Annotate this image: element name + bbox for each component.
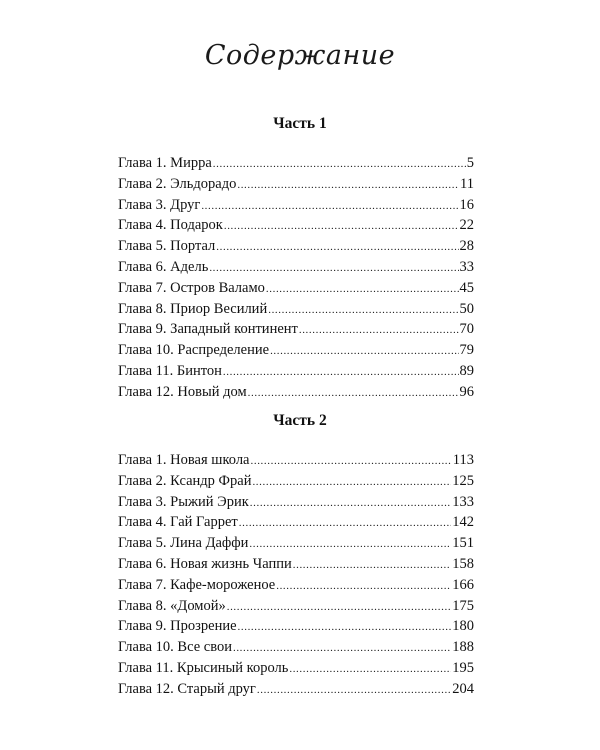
toc-entry-label: Глава 3. Друг (118, 196, 201, 213)
toc-entry (118, 278, 474, 299)
toc-entry-page-number: 16 (459, 196, 474, 213)
toc-entry (118, 658, 474, 679)
toc-entry (118, 637, 474, 658)
toc-entry-label: Глава 10. Все свои (118, 639, 232, 656)
dot-leader (233, 638, 451, 659)
toc-entry-page-number: 96 (459, 383, 474, 400)
toc-entry (118, 361, 474, 382)
dot-leader (289, 659, 451, 680)
toc-entry (118, 340, 474, 361)
toc-entry-page-number: 28 (459, 238, 474, 255)
dot-leader (270, 341, 458, 362)
toc-entry-label: Глава 9. Западный континент (118, 321, 298, 338)
toc-entry (118, 679, 474, 700)
toc-entry (118, 257, 474, 278)
dot-leader (209, 258, 458, 279)
toc-entry (118, 195, 474, 216)
toc-entry-page-number: 166 (452, 576, 474, 593)
toc-entry-label: Глава 1. Мирра (118, 155, 212, 171)
toc-entry (118, 575, 474, 596)
toc-entry (118, 382, 474, 403)
toc-entry (118, 299, 474, 320)
toc-entry-label: Глава 7. Остров Валамо (118, 279, 265, 296)
toc-list-part-1 (118, 153, 474, 403)
part-heading: Часть 2 (273, 412, 327, 429)
toc-entry-page-number: 158 (452, 555, 474, 572)
toc-entry-label: Глава 8. «Домой» (118, 597, 226, 614)
toc-entry-page-number: 22 (459, 217, 474, 234)
toc-entry-label: Глава 10. Распределение (118, 342, 270, 359)
toc-entry-page-number: 33 (459, 258, 474, 275)
dot-leader (249, 534, 451, 555)
toc-entry-label: Глава 8. Приор Весилий (118, 300, 268, 317)
toc-entry-page-number: 180 (452, 618, 474, 635)
dot-leader (239, 513, 451, 534)
toc-entry-page-number: 11 (460, 175, 474, 192)
toc-entry-page-number: 45 (459, 279, 474, 296)
toc-entry-label: Глава 4. Подарок (118, 217, 223, 234)
toc-entry-page-number: 188 (452, 639, 474, 656)
toc-entry (118, 471, 474, 492)
dot-leader (227, 597, 452, 618)
toc-entry-label: Глава 3. Рыжий Эрик (118, 493, 249, 510)
toc-entry-label: Глава 11. Бинтон (118, 362, 222, 379)
toc-entry-page-number: 175 (452, 597, 474, 614)
toc-entry-label: Глава 12. Новый дом (118, 383, 247, 400)
dot-leader (223, 362, 459, 383)
part-heading: Часть 1 (273, 115, 327, 132)
dot-leader (250, 493, 451, 514)
toc-entry-page-number: 151 (452, 535, 474, 552)
toc-entry-page-number: 133 (452, 493, 474, 510)
toc-entry-label: Глава 12. Старый друг (118, 680, 256, 697)
toc-entry-page-number: 125 (452, 472, 474, 489)
toc-entry (118, 174, 474, 195)
toc-entry-label: Глава 2. Эльдорадо (118, 175, 237, 192)
dot-leader (268, 300, 458, 321)
toc-entry-page-number: 195 (452, 659, 474, 676)
toc-entry (118, 492, 474, 513)
page-title: Содержание (204, 40, 396, 71)
toc-entry (118, 616, 474, 637)
dot-leader (201, 196, 458, 217)
toc-entry-page-number: 204 (452, 680, 474, 697)
dot-leader (251, 451, 452, 472)
toc-entry-page-number: 5 (466, 155, 474, 171)
toc-entry (118, 450, 474, 471)
toc-entry (118, 236, 474, 257)
toc-entry (118, 215, 474, 236)
toc-entry (118, 533, 474, 554)
dot-leader (237, 175, 459, 196)
toc-entry-label: Глава 5. Портал (118, 238, 216, 255)
dot-leader (257, 680, 451, 701)
toc-entry-label: Глава 4. Гай Гаррет (118, 514, 238, 531)
toc-entry-label: Глава 5. Лина Даффи (118, 535, 249, 552)
toc-entry-label: Глава 6. Новая жизнь Чаппи (118, 555, 292, 572)
toc-entry (118, 319, 474, 340)
toc-entry-page-number: 79 (459, 342, 474, 359)
toc-entry-page-number: 50 (459, 300, 474, 317)
toc-entry-label: Глава 2. Ксандр Фрай (118, 472, 252, 489)
dot-leader (248, 383, 459, 404)
toc-entry-page-number: 113 (452, 452, 474, 468)
toc-entry (118, 512, 474, 533)
dot-leader (299, 320, 459, 341)
dot-leader (213, 154, 466, 175)
toc-entry (118, 596, 474, 617)
toc-entry-label: Глава 7. Кафе-мороженое (118, 576, 276, 593)
dot-leader (276, 576, 451, 597)
dot-leader (238, 617, 452, 638)
toc-list-part-2 (118, 450, 474, 700)
dot-leader (293, 555, 452, 576)
dot-leader (266, 279, 459, 300)
toc-entry (118, 153, 474, 174)
dot-leader (252, 472, 451, 493)
dot-leader (224, 216, 459, 237)
toc-entry-label: Глава 6. Адель (118, 258, 209, 275)
toc-entry-label: Глава 11. Крысиный король (118, 659, 289, 676)
toc-entry (118, 554, 474, 575)
dot-leader (216, 237, 458, 258)
toc-entry-page-number: 142 (452, 514, 474, 531)
toc-entry-label: Глава 9. Прозрение (118, 618, 237, 635)
toc-entry-page-number: 89 (459, 362, 474, 379)
toc-entry-label: Глава 1. Новая школа (118, 452, 250, 468)
toc-entry-page-number: 70 (459, 321, 474, 338)
